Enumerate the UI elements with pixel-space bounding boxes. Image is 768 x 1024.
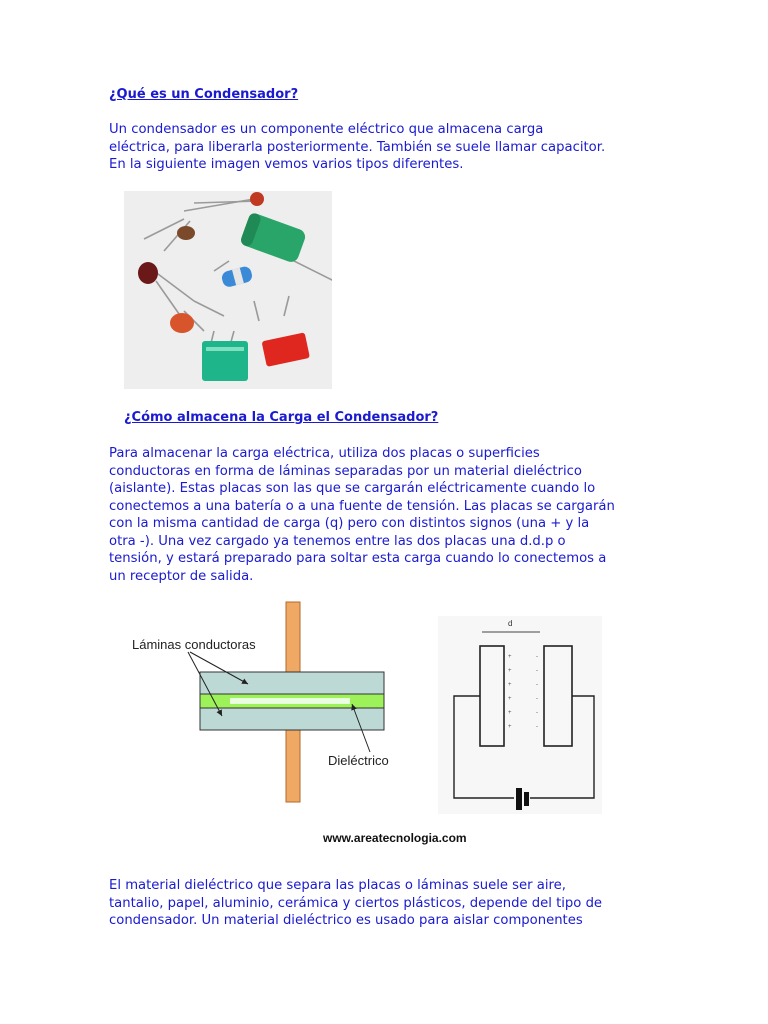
label-plates: Láminas conductoras	[132, 637, 256, 652]
svg-text:+: +	[508, 654, 512, 660]
circuit-diagram	[438, 616, 602, 814]
capacitors-photo	[124, 191, 332, 389]
capacitor-diagram	[130, 600, 420, 810]
label-dielectric: Dieléctrico	[328, 753, 389, 768]
dielectric-paragraph: El material dieléctrico que separa las placas o láminas suele ser aire, tantalio, papel, aluminio, cerámica y ciertos plásticos, depende del tipo de condensador. Un material dieléctrico es usado para aislar componentes	[109, 878, 603, 928]
svg-text:-: -	[536, 710, 538, 716]
heading-que-es-condensador[interactable]: ¿Qué es un Condensador?	[109, 87, 299, 102]
dielectric-highlight	[230, 698, 350, 704]
capacitors-illustration	[124, 191, 332, 389]
battery-cell-short	[524, 792, 529, 806]
battery-cell-long	[516, 788, 522, 810]
svg-text:-: -	[536, 724, 538, 730]
image-credit: www.areatecnologia.com	[323, 831, 467, 845]
bottom-plate	[200, 708, 384, 730]
svg-text:+: +	[508, 696, 512, 702]
svg-text:+: +	[508, 724, 512, 730]
top-plate	[200, 672, 384, 694]
svg-text:-: -	[536, 668, 538, 674]
storage-paragraph: Para almacenar la carga eléctrica, utiliza dos placas o superficies conductoras en forma de láminas separadas por un material dieléctrico (aislante). Estas placas son las que se cargarán eléctricamente cuando lo conectemos a una batería o a una fuente de tensión. Las placas se cargarán con la misma cantidad de carga (q) pero con distintos signos (una + y la otra -). Una vez cargado ya tenemos entre las dos placas una d.d.p o tensión, y estará preparado para soltar esta carga cuando lo conectemos a un receptor de salida.	[109, 446, 615, 584]
svg-text:+: +	[508, 682, 512, 688]
svg-text:-: -	[536, 696, 538, 702]
intro-paragraph: Un condensador es un componente eléctrico que almacena carga eléctrica, para liberarla posteriormente. También se suele llamar capacitor. En la siguiente imagen vemos varios tipos diferentes.	[109, 122, 606, 172]
svg-text:+: +	[508, 668, 512, 674]
heading-como-almacena[interactable]: ¿Cómo almacena la Carga el Condensador?	[124, 410, 439, 425]
label-d: d	[508, 619, 513, 628]
svg-text:-: -	[536, 682, 538, 688]
svg-text:+: +	[508, 710, 512, 716]
svg-text:-: -	[536, 654, 538, 660]
